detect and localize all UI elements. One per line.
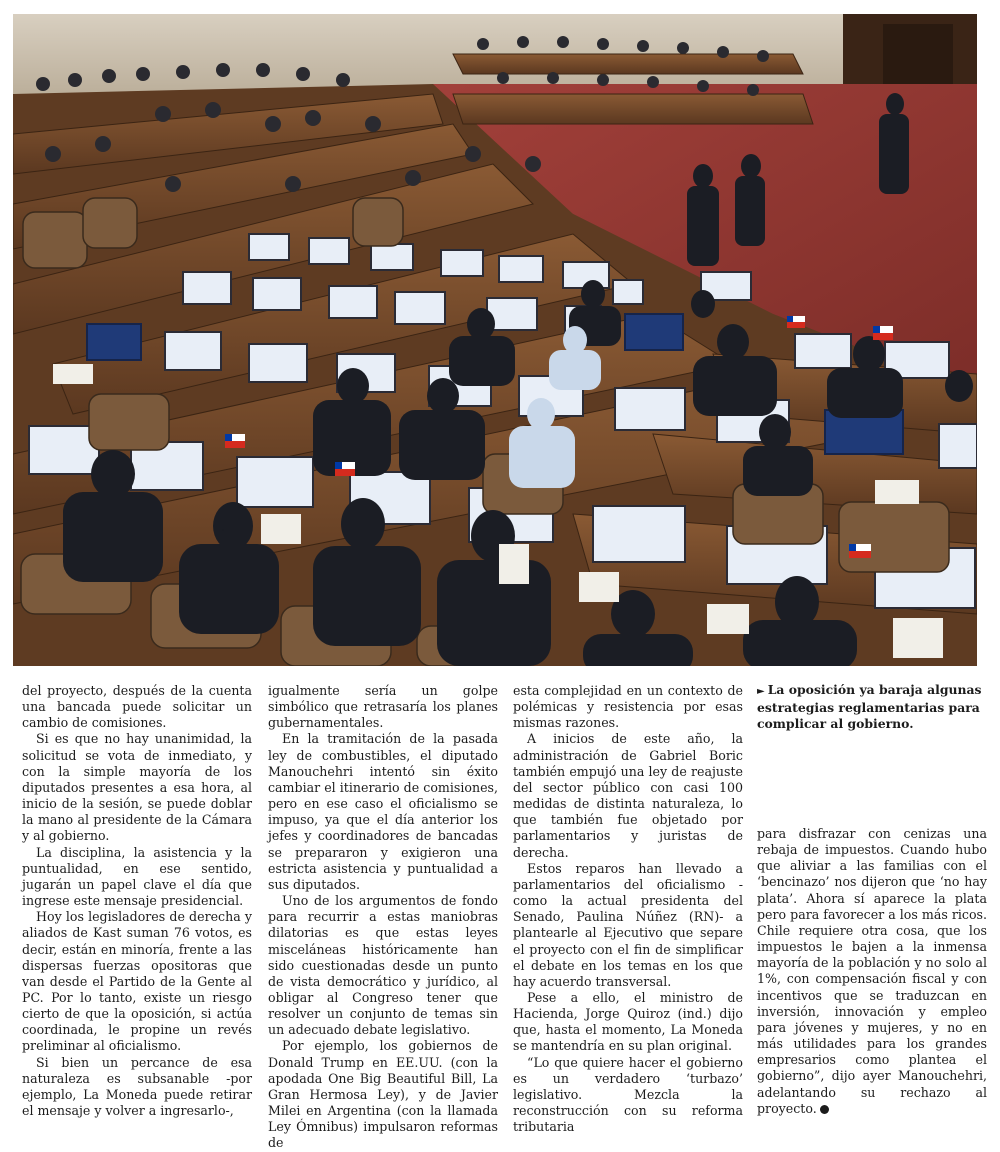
article-column-4	[757, 826, 987, 1117]
paragraph: En la tramitación de la pasada ley de combustibles, el diputado Manouchehri intentó sin éxito cambiar el itinerario de comisiones, pero en ese caso el oficialismo se impuso, ya que el día anterior los jefes y coordinadores de bancadas se prepararon y exigieron una estricta asistencia y puntualidad a sus diputados.	[268, 731, 498, 892]
paragraph-text: para disfrazar con cenizas una rebaja de impuestos. Cuando hubo que aliviar a las familias con el ‘bencinazo’ nos dijeron que ‘no hay plata’. Ahora sí aparece la plata pero para favorecer a los más ricos. Chile requiere otra cosa, que los impuestos le bajen a la inmensa mayoría de la población y no solo al 1%, con compensación fiscal y con incentivos que se traduzcan en inversión, innovación y empleo para jóvenes y mujeres, y no en más utilidades para los grandes empresarios como plantea el gobierno”, dijo ayer Manouchehri, adelantando su rechazo al proyecto.	[757, 826, 987, 1116]
paragraph: Uno de los argumentos de fondo para recurrir a estas maniobras dilatorias es que estas leyes misceláneas históricamente han sido cuestionadas desde un punto de vista democrático y jurídico, al obligar al Congreso tener que resolver un conjunto de temas sin un adecuado debate legislativo.	[268, 893, 498, 1038]
paragraph: esta complejidad en un contexto de polémicas y resistencia por esas mismas razones.	[513, 683, 743, 731]
paragraph: La disciplina, la asistencia y la puntualidad, en ese sentido, jugarán un papel clave el día que ingrese este mensaje presidencial.	[22, 844, 252, 909]
paragraph: Pese a ello, el ministro de Hacienda, Jorge Quiroz (ind.) dijo que, hasta el momento, La Moneda se mantendría en su plan original.	[513, 989, 743, 1054]
article-column-3	[513, 683, 743, 1135]
paragraph: Si bien un percance de esa naturaleza es subsanable -por ejemplo, La Moneda puede retirar el mensaje y volver a ingresarlo-,	[22, 1054, 252, 1119]
article-column-2	[268, 683, 498, 1152]
caption-text: La oposición ya baraja algunas estrategias reglamentarias para complicar al gobierno.	[757, 682, 982, 731]
chamber-photo-icon	[13, 14, 977, 666]
paragraph: A inicios de este año, la administración de Gabriel Boric también empujó una ley de reajuste del sector público con casi 100 medidas de distinta naturaleza, lo que también fue objetado por parlamentarios y juristas de derecha.	[513, 731, 743, 860]
caption-marker-icon: ►	[757, 686, 765, 697]
end-mark-icon	[820, 1105, 829, 1114]
paragraph: “Lo que quiere hacer el gobierno es un verdadero ‘turbazo’ legislativo. Mezcla la reconstrucción con su reforma tributaria	[513, 1054, 743, 1135]
paragraph-final	[757, 826, 987, 1117]
paragraph: Estos reparos han llevado a parlamentarios del oficialismo -como la actual presidenta del Senado, Paulina Núñez (RN)- a plantearle al Ejecutivo que separe el proyecto con el fin de simplificar el debate en los temas en los que hay acuerdo transversal.	[513, 860, 743, 989]
paragraph: Si es que no hay unanimidad, la solicitud se vota de inmediato, y con la simple mayoría de los diputados presentes a esa hora, al inicio de la sesión, se puede doblar la mano al presidente de la Cámara y al gobierno.	[22, 731, 252, 844]
chamber-photo	[13, 14, 977, 666]
paragraph: Hoy los legisladores de derecha y aliados de Kast suman 76 votos, es decir, están en minoría, frente a las dispersas fuerzas opositoras que van desde el Partido de la Gente al PC. Por lo tanto, existe un riesgo cierto de que la oposición, si actúa coordinada, le propine un revés preliminar al oficialismo.	[22, 909, 252, 1054]
paragraph: igualmente sería un golpe simbólico que retrasaría los planes gubernamentales.	[268, 683, 498, 731]
article-column-1	[22, 683, 252, 1119]
paragraph: Por ejemplo, los gobiernos de Donald Trump en EE.UU. (con la apodada One Big Beautiful Bill, La Gran Hermosa Ley), y de Javier Milei en Argentina (con la llamada Ley Ómnibus) impulsaron reformas de	[268, 1038, 498, 1151]
paragraph: del proyecto, después de la cuenta una bancada puede solicitar un cambio de comisiones.	[22, 683, 252, 731]
photo-caption	[757, 682, 987, 732]
